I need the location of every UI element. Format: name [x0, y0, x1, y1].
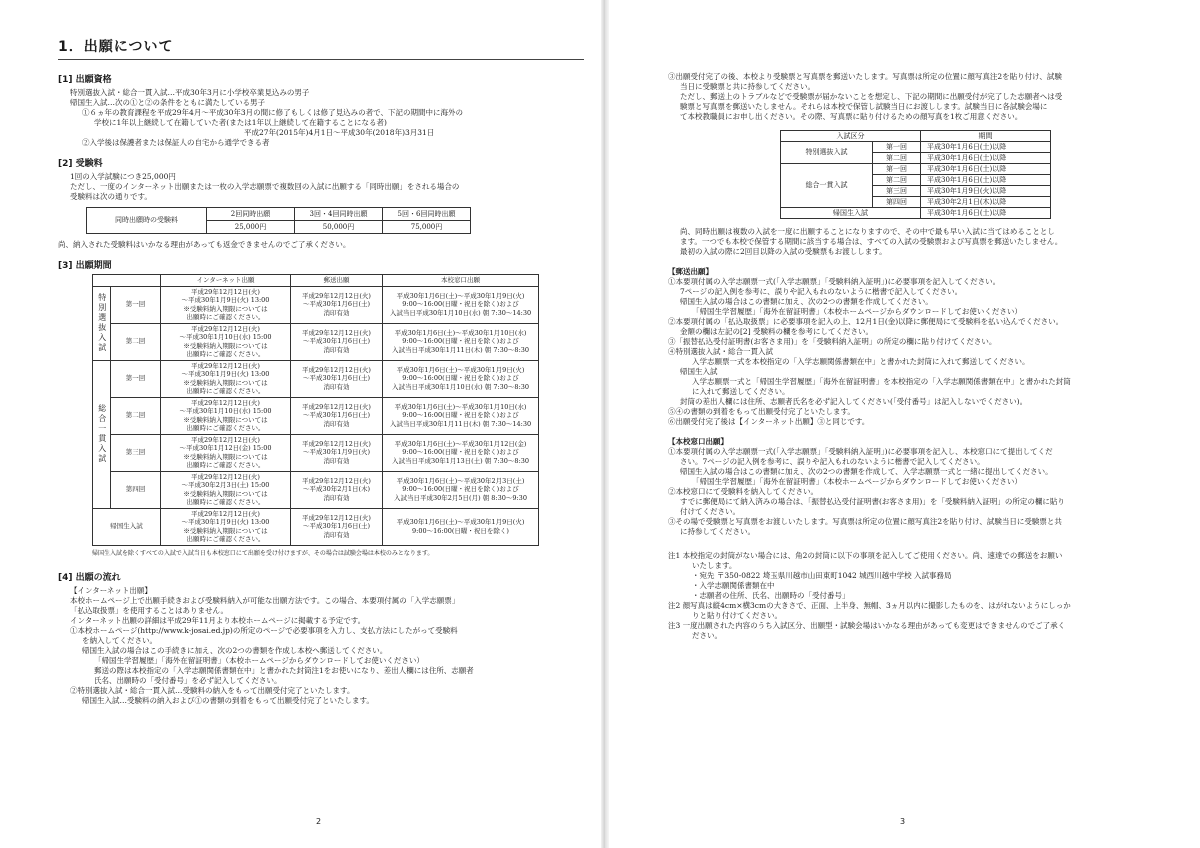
text-line: 7ページの記入例を参考に、誤りや記入もれのないように楷書で記入してください。 — [680, 287, 963, 296]
text-line: に入れて郵送してください。 — [692, 387, 790, 396]
text-line: ただし、一度のインターネット出願または一枚の入学志願票で複数回の入試に出願する「同時出願」をされる場合の — [70, 182, 460, 191]
section-heading-eligibility: [1] 出願資格 — [58, 75, 112, 85]
group-label: 特別選抜入試 — [781, 142, 873, 164]
group-label: 総合一貫入試 — [781, 164, 873, 208]
group-label: 特別選抜入試 — [93, 286, 111, 360]
text-line: ②本校窓口にて受験料を納入してください。 — [668, 487, 818, 496]
table-header: 期間 — [921, 131, 1051, 142]
round-label: 第一回 — [111, 360, 161, 397]
text-line: 平成27年(2015年)4月1日～平成30年(2018年)3月31日 — [244, 128, 435, 137]
section-heading-flow: [4] 出願の流れ — [58, 572, 121, 583]
schedule-header: 本校窓口出願 — [383, 275, 539, 287]
text-line: ます。一つでも本校で保管する期間に該当する場合は、すべての入試の受験票および写真票を郵送いたしません。 — [680, 237, 1063, 246]
text-line: 帰国生入試…次の①と②の条件をともに満たしている男子 — [70, 98, 265, 107]
text-line: 「帰国生学習履歴」「海外在留証明書」（本校ホームページからダウンロードしてお使いください） — [692, 477, 1022, 486]
text-line: インターネット出願の詳細は平成29年11月より本校ホームページに掲載する予定です。 — [70, 615, 366, 625]
footnote-line: ・志願者の住所、氏名、出願時の「受付番号」 — [692, 591, 850, 600]
text-line: 封筒の差出人欄には住所、志願者氏名を必ず記入してください(「受付番号」は記入しないでください)。 — [680, 397, 1028, 406]
table-row — [781, 208, 1051, 219]
text-line: ②特別選抜入試・総合一貫入試…受験料の納入をもって出願受付完了といたします。 — [70, 685, 355, 695]
round-label: 第一回 — [873, 142, 921, 153]
text-line: 特別選抜入試・総合一貫入試…平成30年3月に小学校卒業見込みの男子 — [70, 88, 310, 97]
fee-value: 25,000円 — [207, 221, 295, 234]
text-line: 帰国生入試の場合はこの書類に加え、次の2つの書類を作成して、入学志願票一式と一緒に提出してください。 — [680, 467, 1053, 476]
table-row: 特別選抜入試 第一回 平成29年12月12日(火) ～平成30年1月9日(火) 13:00 ※受験料納入期限については 出願時にご確認ください。 平成29年12月12日(火) ～平成30年1月6日(土) 消印有効 平成30年1月6日(土)～平成30年1月9日(火) 9:00～16:00(日曜・祝日を除く)および 入試当日平成30年1月10日(水) 朝 7:30～14:30 — [93, 286, 539, 323]
text-line: 【インターネット出願】 — [70, 585, 152, 595]
schedule-table — [92, 274, 539, 546]
round-label: 第四回 — [873, 197, 921, 208]
text-line: 学校に1年以上継続して在籍していた者(または1年以上継続して在籍することになる者) — [94, 118, 387, 127]
round-label: 第二回 — [873, 175, 921, 186]
text-line: 入学志願票一式を本校指定の「入学志願関係書類在中」と書かれた封筒に入れて郵送してください。 — [692, 357, 1030, 366]
footnote-line: ・入学志願関係書類在中 — [692, 581, 775, 590]
table-row: 第二回 平成29年12月12日(火) ～平成30年1月10日(水) 15:00 ※受験料納入期限については 出願時にご確認ください。 平成29年12月12日(火) ～平成30年1月6日(土) 消印有効 平成30年1月6日(土)～平成30年1月10日(水) 9:00～16:00(日曜・祝日を除く)および 入試当日平成30年1月11日(木) 朝 7:30～14:30 — [93, 397, 539, 434]
text-line: 帰国生入試…受験料の納入および①の書類の到着をもって出願受付完了といたします。 — [82, 695, 374, 705]
text-line: 郵送の際は本校指定の「入学志願関係書類在中」と書かれた封筒注1をお使いになり、差出人欄には住所、志願者 — [94, 665, 474, 675]
text-line: ③「振替払込受付証明書(お客さま用)」を「受験料納入証明」の所定の欄に貼り付けてください。 — [668, 337, 997, 346]
text-line: ①本要項付属の入学志願票一式(「入学志願票」「受験料納入証明」)に必要事項を記入してください。 — [668, 277, 1001, 286]
table-row: 第二回 平成29年12月12日(火) ～平成30年1月10日(水) 15:00 ※受験料納入期限については 出願時にご確認ください。 平成29年12月12日(火) ～平成30年1月6日(土) 消印有効 平成30年1月6日(土)～平成30年1月10日(水) 9:00～16:00(日曜・祝日を除く)および 入試当日平成30年1月11日(木) 朝 7:30～8:30 — [93, 323, 539, 360]
footnote-line: りと貼り付けてください。 — [692, 611, 782, 620]
schedule-note: 帰国生入試を除くすべての入試で入試当日も本校窓口にて出願を受け付けますが、その場合は試験会場は本校のみとなります。 — [92, 549, 434, 557]
round-label: 帰国生入試 — [93, 508, 161, 545]
text-line: ②本要項付属の「払込取扱票」に必要事項を記入の上、12月1日(金)以降に郵便局にて受験料を払い込んでください。 — [668, 317, 1064, 326]
footnote-line: 注2 顔写真は縦4cm×横3cmの大きさで、正面、上半身、無帽、3ヵ月以内に撮影したものを、はがれないようにしっか — [668, 601, 1071, 610]
text-line: 金額の欄は左記の[2] 受験料の欄を参考にしてください。 — [680, 327, 874, 336]
footnote-line: 注3 一度出願された内容のうち入試区分、出願型・試験会場はいかなる理由があっても変更はできませんのでご了承く — [668, 621, 1066, 630]
refund-note: 尚、納入された受験料はいかなる理由があっても返金できませんのでご了承ください。 — [58, 240, 351, 249]
round-label: 第二回 — [111, 323, 161, 360]
right-page — [608, 0, 1200, 848]
text-line: 最初の入試の際に2回目以降の入試の受験票もお渡しします。 — [680, 247, 887, 256]
table-row — [781, 142, 1051, 153]
period-cell: 平成30年1月6日(土)以降 — [921, 164, 1051, 175]
group-label: 総合一貫入試 — [93, 360, 111, 508]
page-title: 1．出願について — [58, 36, 584, 60]
footnote-line: ・宛先 〒350-0822 埼玉県川越市山田東町1042 城西川越中学校 入試事務局 — [692, 571, 952, 580]
text-line: 「払込取扱票」を使用することはありません。 — [70, 605, 228, 615]
table-row — [781, 164, 1051, 175]
period-cell: 平成30年1月6日(土)以降 — [921, 175, 1051, 186]
text-line: すでに郵便局にて納入済みの場合は、「振替払込受付証明書(お客さま用)」を「受験料納入証明」の所定の欄に貼り — [680, 497, 1065, 506]
table-row: 第三回 平成29年12月12日(火) ～平成30年1月12日(金) 15:00 ※受験料納入期限については 出願時にご確認ください。 平成29年12月12日(火) ～平成30年1月9日(火) 消印有効 平成30年1月6日(土)～平成30年1月12日(金) 9:00～16:00(日曜・祝日を除く)および 入試当日平成30年1月13日(土) 朝 7:30～8:30 — [93, 434, 539, 471]
period-cell: 平成30年1月6日(土)以降 — [921, 208, 1051, 219]
text-line: を納入してください。 — [82, 635, 157, 645]
text-line: 入学志願票一式と「帰国生学習履歴」「海外在留証明書」を本校指定の「入学志願関係書類在中」と書かれた封筒 — [692, 377, 1071, 386]
mail-application-heading: 【郵送出願】 — [668, 267, 713, 276]
round-label: 第三回 — [873, 186, 921, 197]
text-line: 1回の入学試験につき25,000円 — [70, 172, 176, 181]
text-line: 「帰国生学習履歴」「海外在留証明書」（本校ホームページからダウンロードしてお使いください） — [94, 655, 424, 665]
fee-value: 75,000円 — [383, 221, 471, 234]
table-row: 総合一貫入試 第一回 平成29年12月12日(火) ～平成30年1月9日(火) 13:00 ※受験料納入期限については 出願時にご確認ください。 平成29年12月12日(火) ～平成30年1月6日(土) 消印有効 平成30年1月6日(土)～平成30年1月9日(火) 9:00～16:00(日曜・祝日を除く)および 入試当日平成30年1月10日(水) 朝 7:30～8:30 — [93, 360, 539, 397]
round-label: 第三回 — [111, 434, 161, 471]
footnote-line: 注1 本校指定の封筒がない場合には、角2の封筒に以下の事項を記入してご使用ください。尚、速達での郵送をお願い — [668, 551, 1063, 560]
group-label: 帰国生入試 — [781, 208, 921, 219]
text-line: 本校ホームページ上で出願手続きおよび受験料納入が可能な出願方法です。この場合、本要項付属の「入学志願票」 — [70, 595, 460, 605]
text-line: ①本校ホームページ(http://www.k-josai.ed.jp)の所定のページで必要事項を入力し、支払方法にしたがって受験料 — [70, 625, 458, 635]
text-line: ⑤④の書類の到着をもって出願受付完了といたします。 — [668, 407, 855, 416]
round-label: 第二回 — [111, 397, 161, 434]
text-line: 験票と写真票を郵送いたしません。それらは本校で保管し試験当日にお渡しします。試験当日に各試験会場に — [680, 102, 1048, 111]
text-line: 当日に受験票と共に持参してください。 — [680, 82, 815, 91]
period-cell: 平成30年2月1日(木)以降 — [921, 197, 1051, 208]
text-line: 受験料は次の通りです。 — [70, 192, 152, 201]
footnote-line: ださい。 — [692, 631, 722, 640]
text-line: ④特別選抜入試・総合一貫入試 — [668, 347, 773, 356]
text-line: 氏名、出願時の「受付番号」を必ず記入してください。 — [94, 675, 282, 685]
table-row: 帰国生入試 平成29年12月12日(火) ～平成30年1月9日(火) 13:00 ※受験料納入期限については 出願時にご確認ください。 平成29年12月12日(火) ～平成30年1月6日(土) 消印有効 平成30年1月6日(土)～平成30年1月9日(火) 9:00～16:00(日曜・祝日を除く) — [93, 508, 539, 545]
schedule-header: インターネット出願 — [161, 275, 291, 287]
text-line: ①６ヵ年の教育課程を平成29年4月～平成30年3月の間に修了もしくは修了見込みの者で、下記の期間中に海外の — [82, 108, 463, 117]
round-label: 第一回 — [111, 286, 161, 323]
round-label: 第四回 — [111, 471, 161, 508]
table-header: 入試区分 — [781, 131, 921, 142]
table-row: 第四回 平成29年12月12日(火) ～平成30年2月3日(土) 15:00 ※受験料納入期限については 出願時にご確認ください。 平成29年12月12日(火) ～平成30年2月1日(木) 消印有効 平成30年1月6日(土)～平成30年2月3日(土) 9:00～16:00(日曜・祝日を除く)および 入試当日平成30年2月5日(月) 朝 8:30～9:30 — [93, 471, 539, 508]
text-line: ただし、郵送上のトラブルなどで受験票が届かないことを想定し、下記の期間に出願受付が完了した志願者へは受 — [680, 92, 1063, 101]
text-line: ③その場で受験票と写真票をお渡しいたします。写真票は所定の位置に顔写真注2を貼り付け、試験当日に受験票と共 — [668, 517, 1062, 526]
fee-row-label: 同時出願時の受験料 — [87, 208, 207, 234]
text-line: に持参してください。 — [680, 527, 755, 536]
fee-table — [86, 207, 471, 234]
fee-header: 3回・4回同時出願 — [295, 208, 383, 221]
text-line: 付けてください。 — [680, 507, 740, 516]
text-line: 「帰国生学習履歴」「海外在留証明書」（本校ホームページからダウンロードしてお使いください） — [692, 307, 1022, 316]
footnote-line: いたします。 — [692, 561, 737, 570]
text-line: 帰国生入試の場合はこの書類に加え、次の2つの書類を作成してください。 — [680, 297, 933, 306]
fee-header: 5回・6回同時出願 — [383, 208, 471, 221]
text-line: ②入学後は保護者または保証人の自宅から通学できる者 — [82, 138, 270, 147]
text-line: ③出願受付完了の後、本校より受験票と写真票を郵送いたします。写真票は所定の位置に顔写真注2を貼り付け、試験 — [668, 72, 1062, 81]
text-line: ⑥出願受付完了後は【インターネット出願】③と同じです。 — [668, 417, 870, 426]
text-line: 帰国生入試の場合はこの手続きに加え、次の2つの書類を作成し本校へ郵送してください。 — [82, 645, 388, 655]
page-number: 3 — [900, 817, 906, 826]
fee-header: 2回同時出願 — [207, 208, 295, 221]
text-line: 尚、同時出願は複数の入試を一度に出願することになりますので、その中で最も早い入試に当てはめることとし — [680, 227, 1055, 236]
round-label: 第一回 — [873, 164, 921, 175]
receipt-period-table — [780, 130, 1051, 219]
page-number: 2 — [316, 817, 322, 826]
period-cell: 平成30年1月9日(火)以降 — [921, 186, 1051, 197]
text-line: て本校教職員にお申し出ください。その際、写真票に貼り付けるための顔写真を1枚ご用意ください。 — [680, 112, 1023, 121]
round-label: 第二回 — [873, 153, 921, 164]
text-line: ①本要項付属の入学志願票一式(「入学志願票」「受験料納入証明」)に必要事項を記入し、本校窓口にて提出してくだ — [668, 447, 1053, 456]
section-heading-period: [3] 出願期間 — [58, 261, 112, 271]
window-application-heading: 【本校窓口出願】 — [668, 437, 728, 446]
text-line: さい。7ページの記入例を参考に、誤りや記入もれのないように楷書で記入してください。 — [680, 457, 985, 466]
section-heading-fee: [2] 受験料 — [58, 159, 103, 169]
period-cell: 平成30年1月6日(土)以降 — [921, 142, 1051, 153]
text-line: 帰国生入試 — [680, 367, 718, 376]
period-cell: 平成30年1月6日(土)以降 — [921, 153, 1051, 164]
schedule-header: 郵送出願 — [291, 275, 383, 287]
fee-value: 50,000円 — [295, 221, 383, 234]
